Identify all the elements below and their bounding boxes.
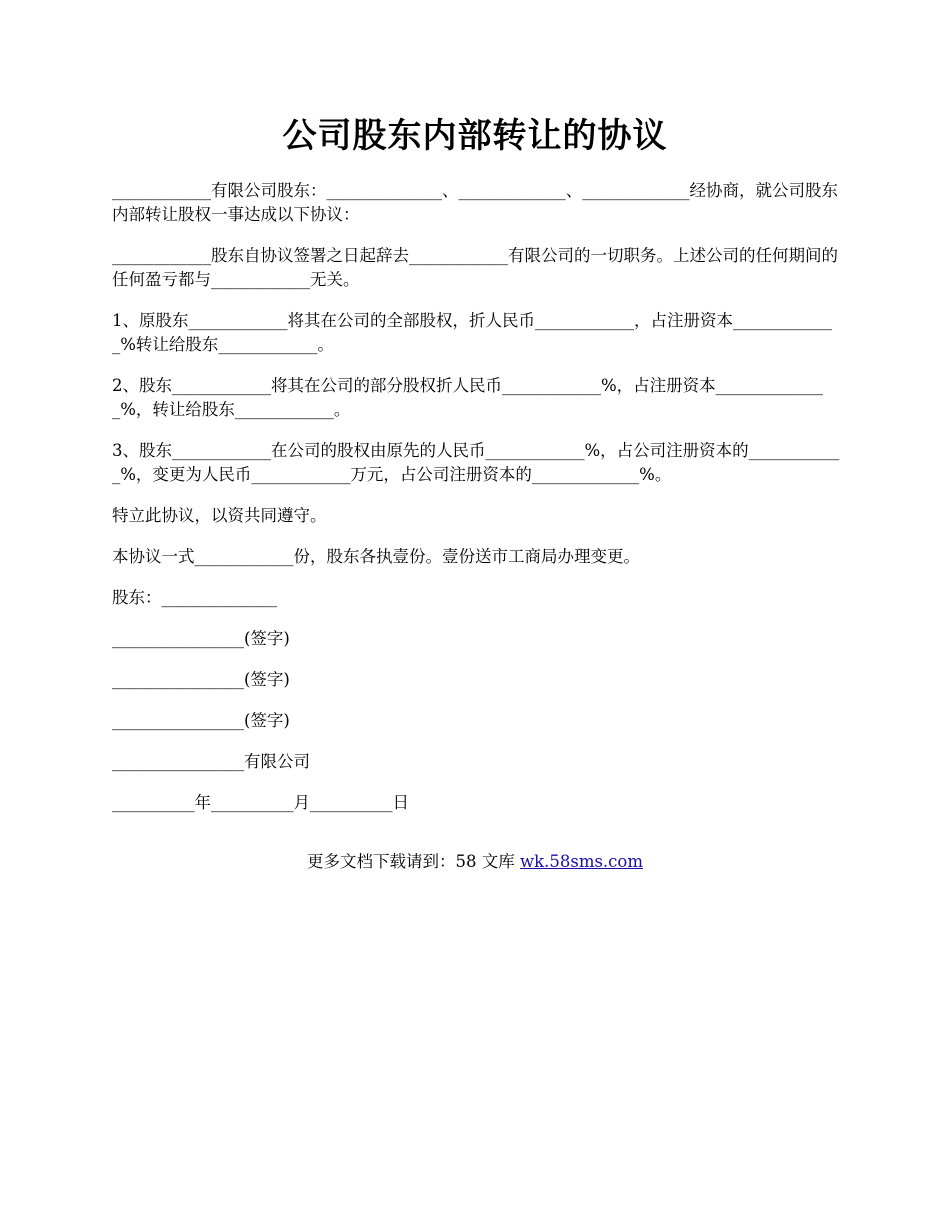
clause-2-paragraph: 2、股东____________将其在公司的部分股权折人民币____________%，占注册资本______________%，转让给股东____________。 bbox=[112, 376, 823, 419]
document-body bbox=[112, 179, 848, 832]
date-line: __________年__________月__________日 bbox=[112, 793, 409, 812]
clause-1-paragraph: 1、原股东____________将其在公司的全部股权，折人民币____________，占注册资本_____________%转让给股东____________。 bbox=[112, 311, 832, 354]
clause-3-paragraph: 3、股东____________在公司的股权由原先的人民币____________%，占公司注册资本的____________%，变更为人民币____________万元，占公司注册资本的_____________%。 bbox=[112, 441, 840, 484]
company-line: ________________有限公司 bbox=[112, 752, 310, 771]
signature-line: ________________(签字) bbox=[112, 711, 290, 730]
resignation-paragraph: ____________股东自协议签署之日起辞去____________有限公司的一切职务。上述公司的任何期间的任何盈亏都与____________无关。 bbox=[112, 246, 838, 289]
intro-paragraph: ____________有限公司股东：______________、_____________、_____________经协商，就公司股东内部转让股权一事达成以下协议： bbox=[112, 181, 838, 224]
document-title: 公司股东内部转让的协议 bbox=[282, 116, 668, 156]
footer-text: 更多文档下载请到：58 文库 bbox=[306, 852, 520, 871]
signature-line: ________________(签字) bbox=[112, 629, 290, 648]
copies-statement: 本协议一式____________份，股东各执壹份。壹份送市工商局办理变更。 bbox=[112, 547, 640, 566]
agreement-statement: 特立此协议，以资共同遵守。 bbox=[112, 506, 327, 525]
footer-link[interactable]: wk.58sms.com bbox=[519, 852, 643, 871]
signature-line: ________________(签字) bbox=[112, 670, 290, 689]
download-footer bbox=[0, 850, 950, 874]
shareholder-label: 股东：______________ bbox=[112, 588, 277, 607]
